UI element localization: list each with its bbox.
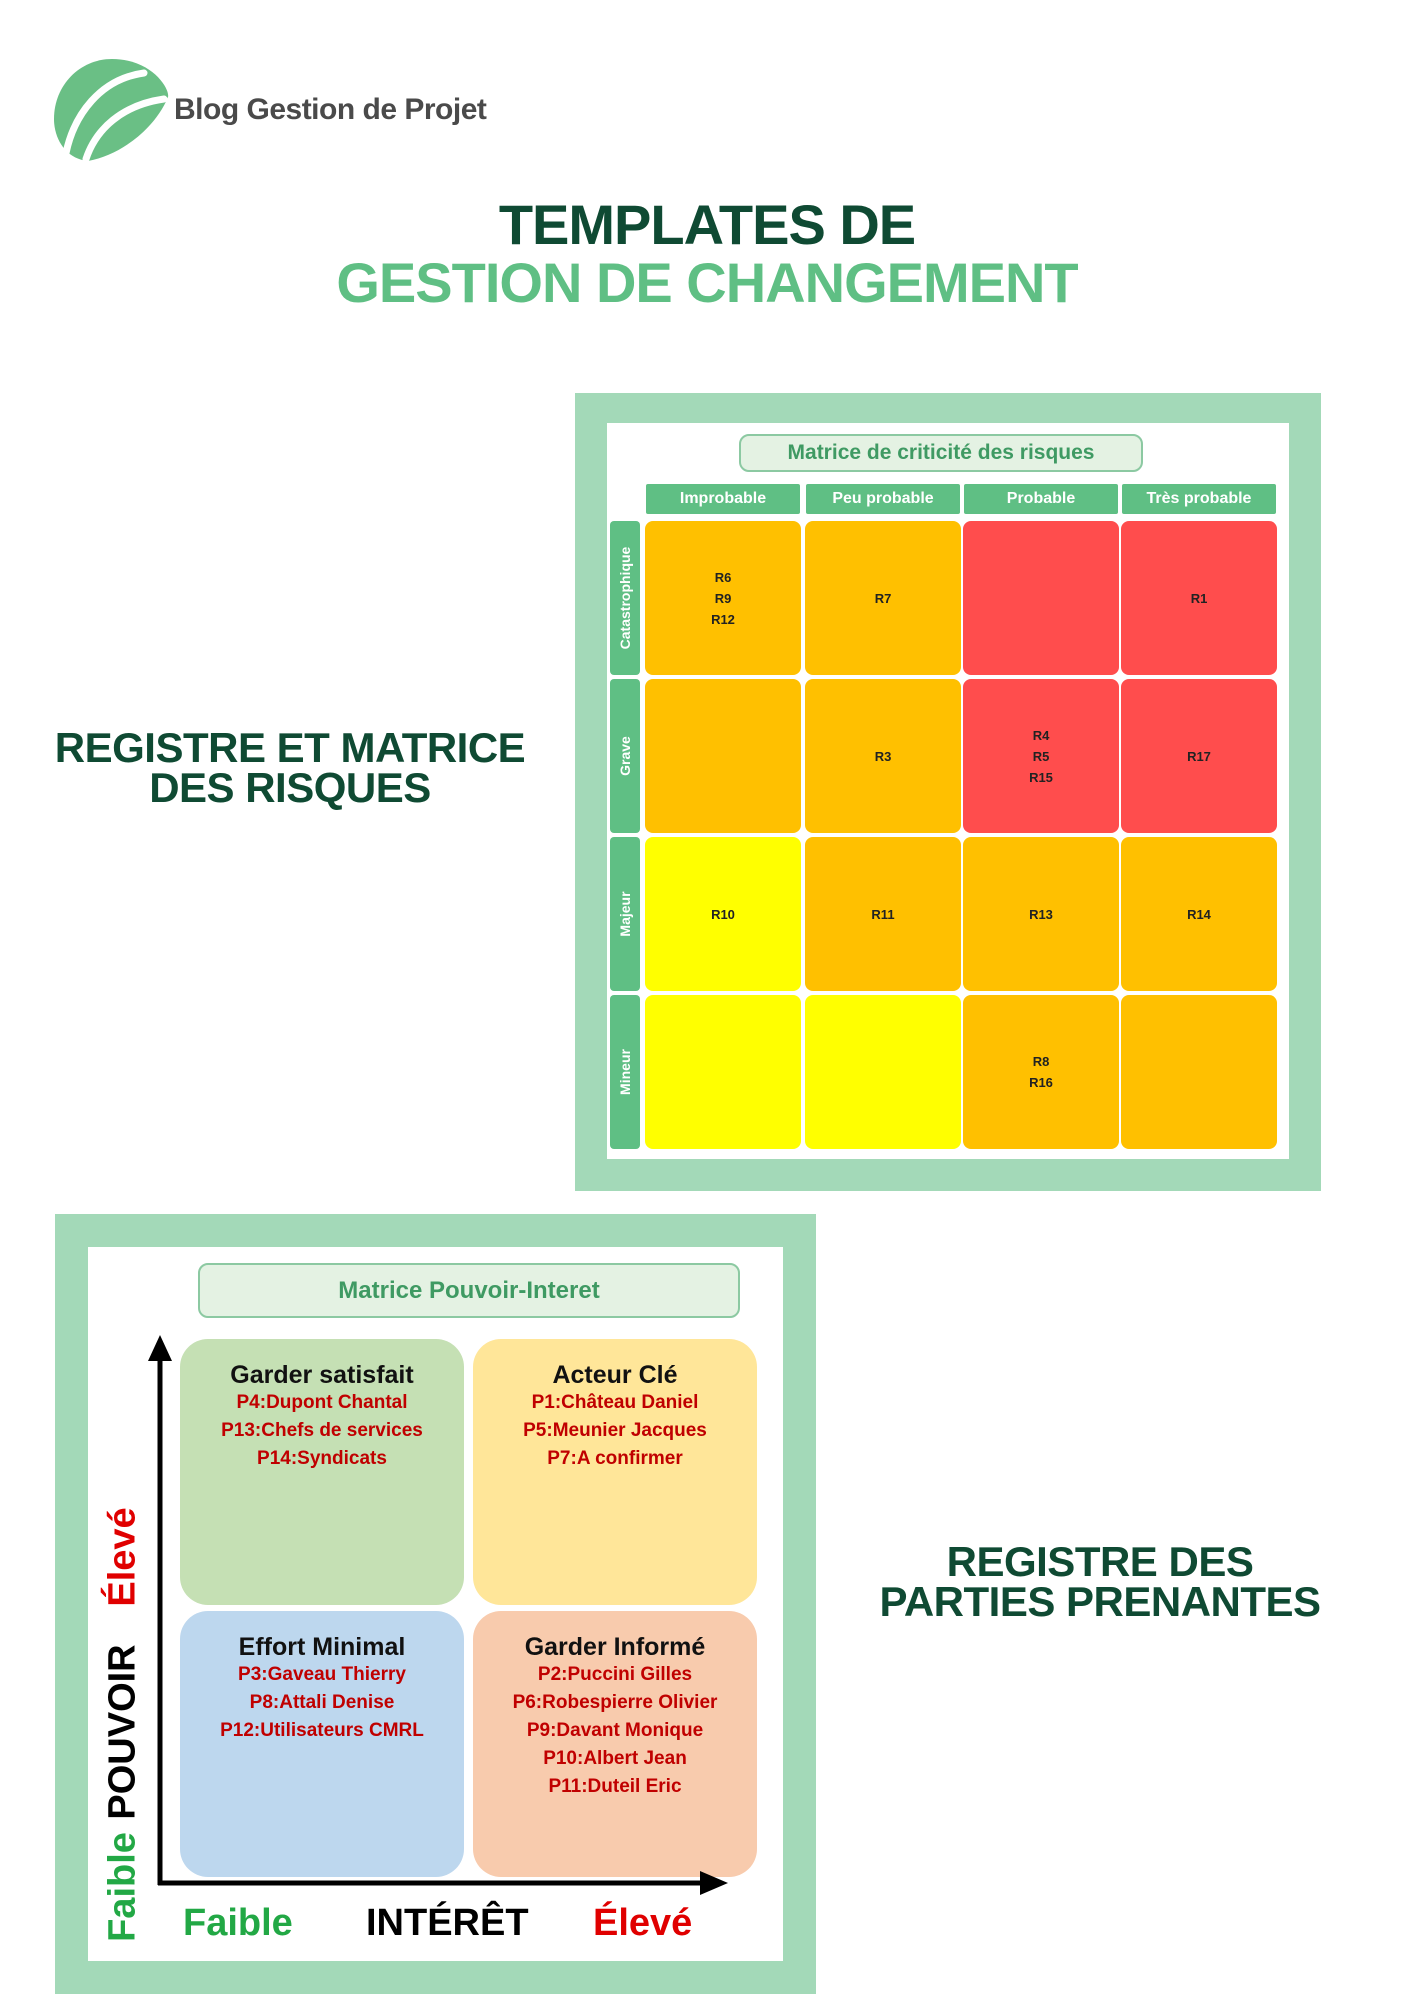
risk-heading-line1: REGISTRE ET MATRICE [54, 724, 526, 771]
risk-cell [805, 521, 961, 675]
row-header-label: Grave [617, 736, 633, 776]
row-header [610, 995, 640, 1149]
row-header [610, 837, 640, 991]
risk-cell [645, 995, 801, 1149]
risk-cell [1121, 679, 1277, 833]
risk-id: R17 [1187, 748, 1211, 764]
risk-cell [805, 995, 961, 1149]
stakeholder-item: P8:Attali Denise [249, 1692, 395, 1713]
column-header: Très probable [1122, 484, 1276, 514]
stakeholder-item: P5:Meunier Jacques [523, 1420, 707, 1441]
risk-id: R1 [1190, 590, 1208, 606]
risk-id: R8 [1032, 1054, 1050, 1069]
page-title-line2: GESTION DE CHANGEMENT [336, 251, 1078, 314]
page-title-line1: TEMPLATES DE [498, 193, 916, 256]
brand-logo[interactable] [52, 55, 532, 165]
leaf-logo-icon [52, 55, 170, 165]
quadrant-title: Acteur Clé [552, 1361, 678, 1389]
risk-cell [805, 837, 961, 991]
stakeholder-item: P4:Dupont Chantal [236, 1392, 408, 1413]
stakeholder-item: P7:A confirmer [547, 1448, 683, 1469]
risk-cell [1121, 837, 1277, 991]
risk-cell [963, 995, 1119, 1149]
stakeholder-item: P12:Utilisateurs CMRL [220, 1720, 424, 1741]
column-header: Probable [964, 484, 1118, 514]
risk-cell [963, 837, 1119, 991]
y-axis-title: POUVOIR [101, 1644, 144, 1820]
risk-id: R9 [714, 590, 732, 606]
risk-cell [963, 679, 1119, 833]
stakeholder-item: P3:Gaveau Thierry [238, 1664, 406, 1685]
risk-heading-line2: DES RISQUES [149, 764, 431, 811]
y-axis-arrow-icon [148, 1335, 172, 1361]
x-axis-high-label: Élevé [593, 1902, 693, 1944]
power-interest-matrix [88, 1247, 783, 1961]
risk-cell [963, 521, 1119, 675]
stakeholder-heading-line2: PARTIES PRENANTES [879, 1578, 1321, 1625]
risk-id: R14 [1187, 906, 1211, 922]
risk-cell [645, 837, 801, 991]
risk-id: R5 [1032, 748, 1050, 764]
power-interest-title: Matrice Pouvoir-Interet [198, 1263, 740, 1318]
stakeholder-heading-line1: REGISTRE DES [946, 1538, 1254, 1585]
risk-id: R7 [874, 590, 892, 606]
y-axis-high-label: Élevé [101, 1507, 144, 1607]
power-interest-card[interactable] [55, 1214, 816, 1994]
risk-id: R3 [874, 748, 892, 764]
risk-cell [645, 521, 801, 675]
stakeholder-item: P11:Duteil Eric [548, 1776, 682, 1797]
stakeholder-item: P9:Davant Monique [526, 1720, 704, 1741]
y-axis-labels [93, 1507, 153, 1942]
risk-id: R6 [714, 569, 732, 585]
risk-section-heading [40, 724, 540, 811]
stakeholder-item: P14:Syndicats [257, 1448, 387, 1469]
risk-id: R13 [1029, 906, 1053, 922]
row-header [610, 521, 640, 675]
risk-matrix-title: Matrice de criticité des risques [739, 434, 1143, 472]
row-header-label: Mineur [617, 1049, 633, 1095]
risk-id: R11 [871, 906, 895, 922]
stakeholder-item: P13:Chefs de services [221, 1420, 423, 1441]
axes-arrows [88, 1247, 783, 1961]
quadrant-title: Garder Informé [524, 1633, 706, 1661]
risk-id: R10 [711, 906, 735, 922]
row-header-label: Majeur [617, 891, 633, 937]
x-axis-arrow-icon [700, 1871, 728, 1895]
quadrant-title: Effort Minimal [238, 1633, 406, 1661]
stakeholder-item: P10:Albert Jean [543, 1748, 687, 1769]
risk-id: R16 [1029, 1075, 1053, 1090]
y-axis-low-label: Faible [101, 1832, 144, 1942]
stakeholder-section-heading [840, 1538, 1360, 1625]
column-header: Peu probable [806, 484, 960, 514]
risk-id: R12 [711, 611, 735, 627]
row-header [610, 679, 640, 833]
x-axis-title: INTÉRÊT [366, 1902, 529, 1944]
risk-cell [805, 679, 961, 833]
risk-cell [645, 679, 801, 833]
risk-cell [1121, 521, 1277, 675]
row-header-label: Catastrophique [617, 546, 633, 650]
risk-id: R15 [1029, 769, 1053, 785]
column-header: Improbable [646, 484, 800, 514]
brand-name: Blog Gestion de Projet [174, 93, 487, 126]
stakeholder-item: P6:Robespierre Olivier [512, 1692, 718, 1713]
risk-matrix-card[interactable] [575, 393, 1321, 1191]
x-axis-low-label: Faible [183, 1902, 293, 1944]
quadrant-title: Garder satisfait [230, 1361, 414, 1389]
risk-id: R4 [1032, 727, 1050, 743]
risk-cell [1121, 995, 1277, 1149]
risk-matrix [607, 423, 1289, 1159]
stakeholder-item: P1:Château Daniel [531, 1392, 699, 1413]
stakeholder-item: P2:Puccini Gilles [537, 1664, 693, 1685]
